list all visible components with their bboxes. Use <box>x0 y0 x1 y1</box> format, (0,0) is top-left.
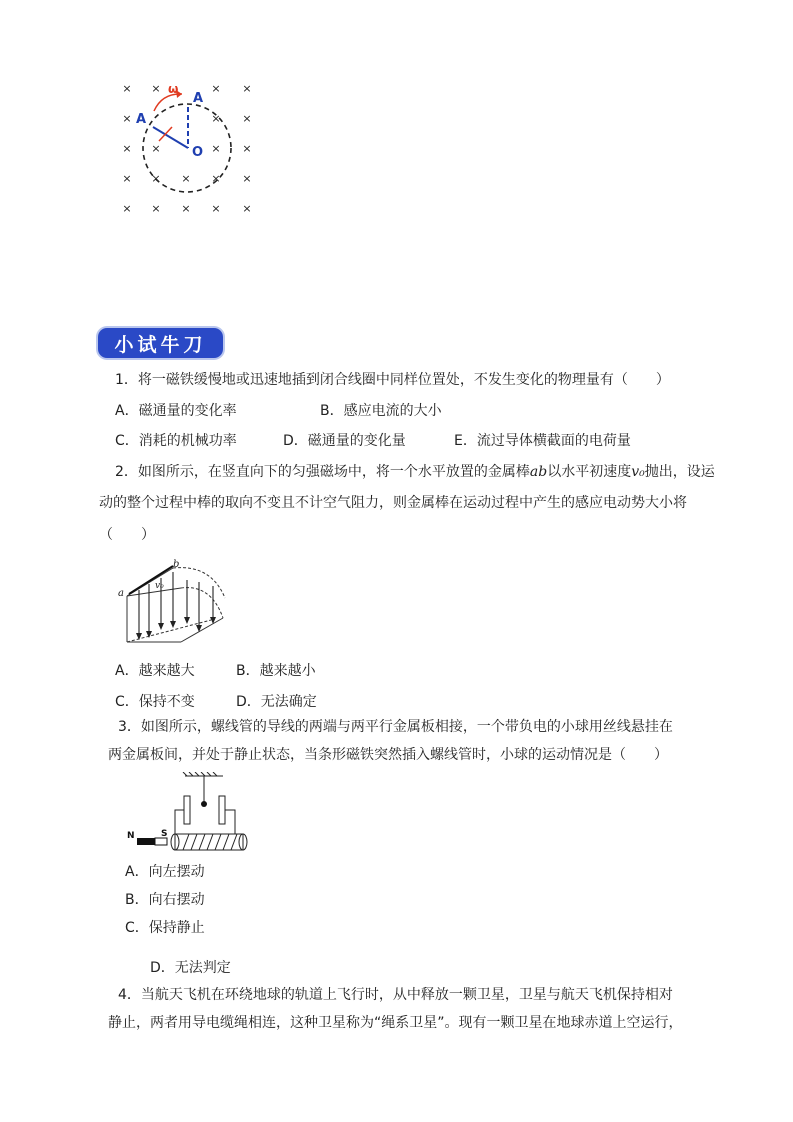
q1-option-a: A．磁通量的变化率 <box>115 403 237 419</box>
svg-text:×: × <box>122 82 132 95</box>
q1-option-e: E．流过导体横截面的电荷量 <box>454 433 631 449</box>
bar-magnet-north <box>137 838 155 845</box>
section-badge: 小试牛刀 <box>98 328 223 358</box>
label-O: O <box>192 145 204 160</box>
svg-text:×: × <box>242 112 252 125</box>
question-3-stem-line2: 两金属板间，并处于静止状态，当条形磁铁突然插入螺线管时，小球的运动情况是（ ） <box>108 747 668 763</box>
q1-option-b: B．感应电流的大小 <box>320 403 442 419</box>
bar-magnet-south <box>155 838 167 845</box>
svg-text:×: × <box>151 172 161 185</box>
q2-option-c: C．保持不变 <box>115 694 195 710</box>
svg-text:×: × <box>122 112 132 125</box>
svg-text:×: × <box>181 172 191 185</box>
label-S: S <box>161 829 168 839</box>
question-2-stem-line2: 动的整个过程中棒的取向不变且不计空气阻力，则金属棒在运动过程中产生的感应电动势大小将 <box>99 495 687 511</box>
svg-text:×: × <box>211 142 221 155</box>
solenoid-figure <box>125 772 255 857</box>
label-a: a <box>118 588 124 599</box>
label-A-top: A <box>193 91 204 106</box>
svg-text:×: × <box>122 172 132 185</box>
svg-text:×: × <box>211 172 221 185</box>
svg-text:×: × <box>151 202 161 215</box>
svg-text:×: × <box>242 172 252 185</box>
question-3-stem-line1: 3．如图所示，螺线管的导线的两端与两平行金属板相接，一个带负电的小球用丝线悬挂在 <box>118 719 673 735</box>
svg-text:×: × <box>122 202 132 215</box>
svg-text:×: × <box>181 202 191 215</box>
q2-option-d: D．无法确定 <box>236 694 317 710</box>
svg-text:×: × <box>242 142 252 155</box>
label-A-left: A <box>136 112 147 127</box>
q3-option-d: D．无法判定 <box>150 960 231 976</box>
question-2-answer-blank: （ ） <box>99 527 155 543</box>
q3-option-a: A．向左摆动 <box>125 864 205 880</box>
svg-text:×: × <box>151 142 161 155</box>
projectile-rod-figure <box>115 558 250 648</box>
question-2-stem-line1: 2．如图所示，在竖直向下的匀强磁场中，将一个水平放置的金属棒ab以水平初速度v₀抛出，设运 <box>115 464 715 480</box>
svg-text:×: × <box>122 142 132 155</box>
q3-option-b: B．向右摆动 <box>125 892 205 908</box>
svg-text:×: × <box>211 82 221 95</box>
question-4-stem-line2: 静止，两者用导电缆绳相连，这种卫星称为“绳系卫星”。现有一颗卫星在地球赤道上空运行， <box>108 1015 683 1031</box>
q1-option-d: D．磁通量的变化量 <box>283 433 406 449</box>
svg-text:×: × <box>211 202 221 215</box>
svg-text:×: × <box>242 82 252 95</box>
question-4-stem-line1: 4．当航天飞机在环绕地球的轨道上飞行时，从中释放一颗卫星，卫星与航天飞机保持相对 <box>118 987 673 1003</box>
red-mark <box>159 127 172 141</box>
q2-option-a: A．越来越大 <box>115 663 195 679</box>
q3-option-c: C．保持静止 <box>125 920 205 936</box>
label-b: b <box>173 559 180 570</box>
label-omega: ω <box>168 82 179 96</box>
charged-ball <box>201 801 207 807</box>
question-1-stem: 1．将一磁铁缓慢地或迅速地插到闭合线圈中同样位置处，不发生变化的物理量有（ ） <box>115 372 670 388</box>
label-v0: v₀ <box>155 581 164 591</box>
label-N: N <box>127 831 135 841</box>
svg-text:×: × <box>211 112 221 125</box>
q1-option-c: C．消耗的机械功率 <box>115 433 237 449</box>
q2-option-b: B．越来越小 <box>236 663 316 679</box>
svg-text:×: × <box>242 202 252 215</box>
rotating-rod-figure <box>110 75 270 225</box>
svg-text:×: × <box>151 82 161 95</box>
